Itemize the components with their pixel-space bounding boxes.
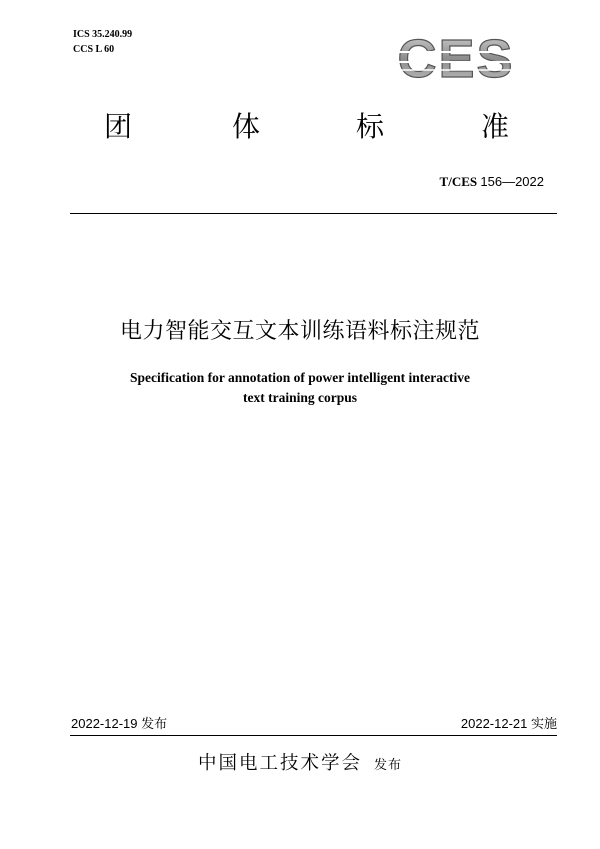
bottom-divider bbox=[70, 735, 557, 736]
ces-logo bbox=[386, 30, 526, 85]
publish-label: 发布 bbox=[374, 758, 403, 773]
title-en-line1: Specification for annotation of power intelligent interactive bbox=[130, 370, 470, 385]
document-title-en bbox=[0, 368, 600, 408]
implement-date: 2022-12-21 实施 bbox=[460, 716, 557, 731]
publish-date: 2022-12-19 发布 bbox=[71, 716, 168, 731]
standard-prefix: T/CES bbox=[439, 174, 478, 189]
category-char: 准 bbox=[481, 110, 510, 143]
publisher bbox=[0, 752, 600, 778]
standard-code: 156—2022 bbox=[480, 174, 544, 189]
document-title-zh: 电力智能交互文本训练语料标注规范 bbox=[119, 319, 480, 344]
title-en-line2: text training corpus bbox=[243, 390, 357, 405]
top-divider bbox=[70, 213, 557, 214]
category-char: 团 bbox=[104, 110, 133, 143]
ccs-code: CCS L 60 bbox=[73, 44, 115, 55]
logo-text: CES bbox=[397, 30, 515, 85]
category-char: 标 bbox=[356, 110, 385, 143]
publisher-name: 中国电工技术学会 bbox=[197, 753, 362, 774]
ics-code: ICS 35.240.99 bbox=[73, 29, 133, 40]
standard-category bbox=[0, 110, 600, 150]
standard-number bbox=[440, 174, 544, 190]
category-char: 体 bbox=[232, 110, 261, 143]
